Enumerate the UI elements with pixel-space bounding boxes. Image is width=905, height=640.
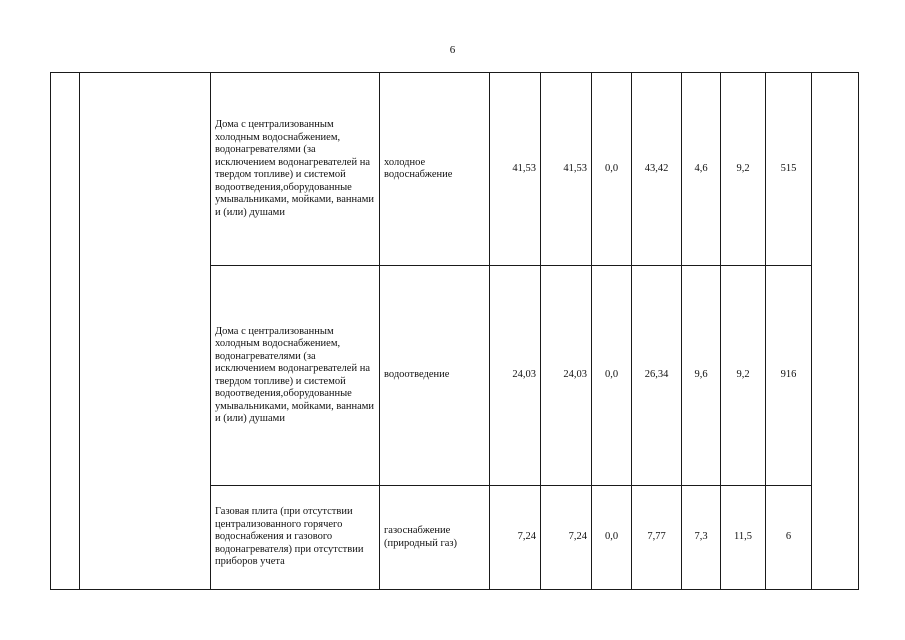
service-cell: водоотведение	[380, 266, 490, 486]
tariff-table	[50, 72, 859, 590]
value-cell: 26,34	[632, 266, 682, 486]
value-cell: 7,24	[490, 486, 541, 590]
value-cell: 9,2	[721, 266, 766, 486]
value-cell: 9,6	[682, 266, 721, 486]
value-cell: 0,0	[592, 486, 632, 590]
region-cell	[80, 73, 211, 590]
value-cell: 7,77	[632, 486, 682, 590]
value-cell: 24,03	[541, 266, 592, 486]
description-text: Дома с централизованным холодным водоснабжением, водонагревателями (за исключением водонагревателей на твердом топливе) и системой водоотведения,оборудованные умывальниками, мойками, ваннами и (или) душами	[215, 325, 375, 424]
page-number: 6	[449, 44, 456, 56]
service-cell: газоснабжение (природный газ)	[380, 486, 490, 590]
table-row	[51, 73, 859, 266]
description-cell	[211, 486, 380, 590]
description-text: Дома с централизованным холодным водоснабжением, водонагревателями (за исключением водонагревателей на твердом топливе) и системой водоотведения,оборудованные умывальниками, мойками, ваннами и (или) душами	[215, 119, 375, 218]
value-cell: 7,24	[541, 486, 592, 590]
value-cell: 515	[766, 73, 812, 266]
value-cell: 7,3	[682, 486, 721, 590]
value-cell: 4,6	[682, 73, 721, 266]
value-cell: 0,0	[592, 73, 632, 266]
value-cell: 24,03	[490, 266, 541, 486]
value-cell: 41,53	[541, 73, 592, 266]
row-number-cell	[51, 73, 80, 590]
value-cell: 9,2	[721, 73, 766, 266]
service-cell: холодное водоснабжение	[380, 73, 490, 266]
value-cell: 11,5	[721, 486, 766, 590]
value-cell: 916	[766, 266, 812, 486]
description-cell	[211, 73, 380, 266]
value-cell: 43,42	[632, 73, 682, 266]
last-column-cell	[812, 73, 859, 590]
description-text: Газовая плита (при отсутствии централизованного горячего водоснабжения и газового водонагревателя) при отсутствии приборов учета	[215, 506, 364, 568]
value-cell: 6	[766, 486, 812, 590]
value-cell: 41,53	[490, 73, 541, 266]
value-cell: 0,0	[592, 266, 632, 486]
description-cell	[211, 266, 380, 486]
